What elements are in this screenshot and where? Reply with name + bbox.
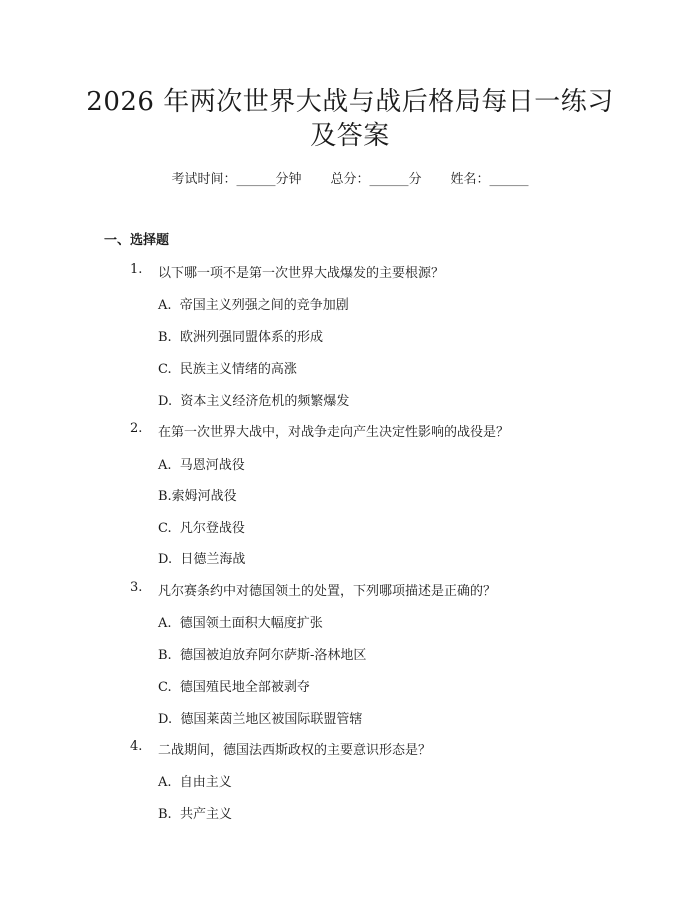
name-label: 姓名： [450, 172, 490, 187]
question-option: A. 帝国主义列强之间的竞争加剧 [158, 298, 349, 313]
question-option: D. 日德兰海战 [158, 552, 246, 567]
name-blank: ______ [489, 172, 529, 187]
document-title-line-1: 2026 年两次世界大战与战后格局每日一练习 [86, 87, 614, 117]
question-option: B. 德国被迫放弃阿尔萨斯-洛林地区 [158, 648, 367, 663]
question-text: 二战期间，德国法西斯政权的主要意识形态是？ [158, 743, 432, 758]
score-blank: ______ [369, 172, 409, 187]
time-label: 考试时间： [171, 172, 237, 187]
document-title-line-2: 及答案 [310, 121, 390, 151]
question-text: 凡尔赛条约中对德国领土的处置，下列哪项描述是正确的？ [158, 584, 497, 599]
section-title: 一、选择题 [104, 233, 170, 248]
question-option: A. 德国领土面积大幅度扩张 [158, 616, 323, 631]
question-number: 1. [130, 262, 143, 277]
question-text: 在第一次世界大战中，对战争走向产生决定性影响的战役是？ [158, 425, 510, 440]
score-label: 总分： [330, 172, 370, 187]
question-number: 4. [130, 739, 143, 754]
time-unit: 分钟 [275, 172, 302, 187]
question-option: D. 资本主义经济危机的频繁爆发 [158, 394, 350, 409]
question-option: B.索姆河战役 [158, 489, 237, 504]
question-option: B. 欧洲列强同盟体系的形成 [158, 330, 323, 345]
question-option: A. 自由主义 [158, 775, 232, 790]
question-number: 2. [130, 421, 143, 436]
question-option: C. 凡尔登战役 [158, 521, 245, 536]
exam-info [0, 168, 700, 187]
question-option: C. 民族主义情绪的高涨 [158, 362, 297, 377]
question-text: 以下哪一项不是第一次世界大战爆发的主要根源？ [158, 266, 445, 281]
score-unit: 分 [408, 172, 422, 187]
question-option: C. 德国殖民地全部被剥夺 [158, 680, 310, 695]
question-option: B. 共产主义 [158, 807, 232, 822]
question-option: A. 马恩河战役 [158, 458, 245, 473]
question-number: 3. [130, 580, 143, 595]
time-blank: ______ [236, 172, 276, 187]
question-option: D. 德国莱茵兰地区被国际联盟管辖 [158, 712, 363, 727]
